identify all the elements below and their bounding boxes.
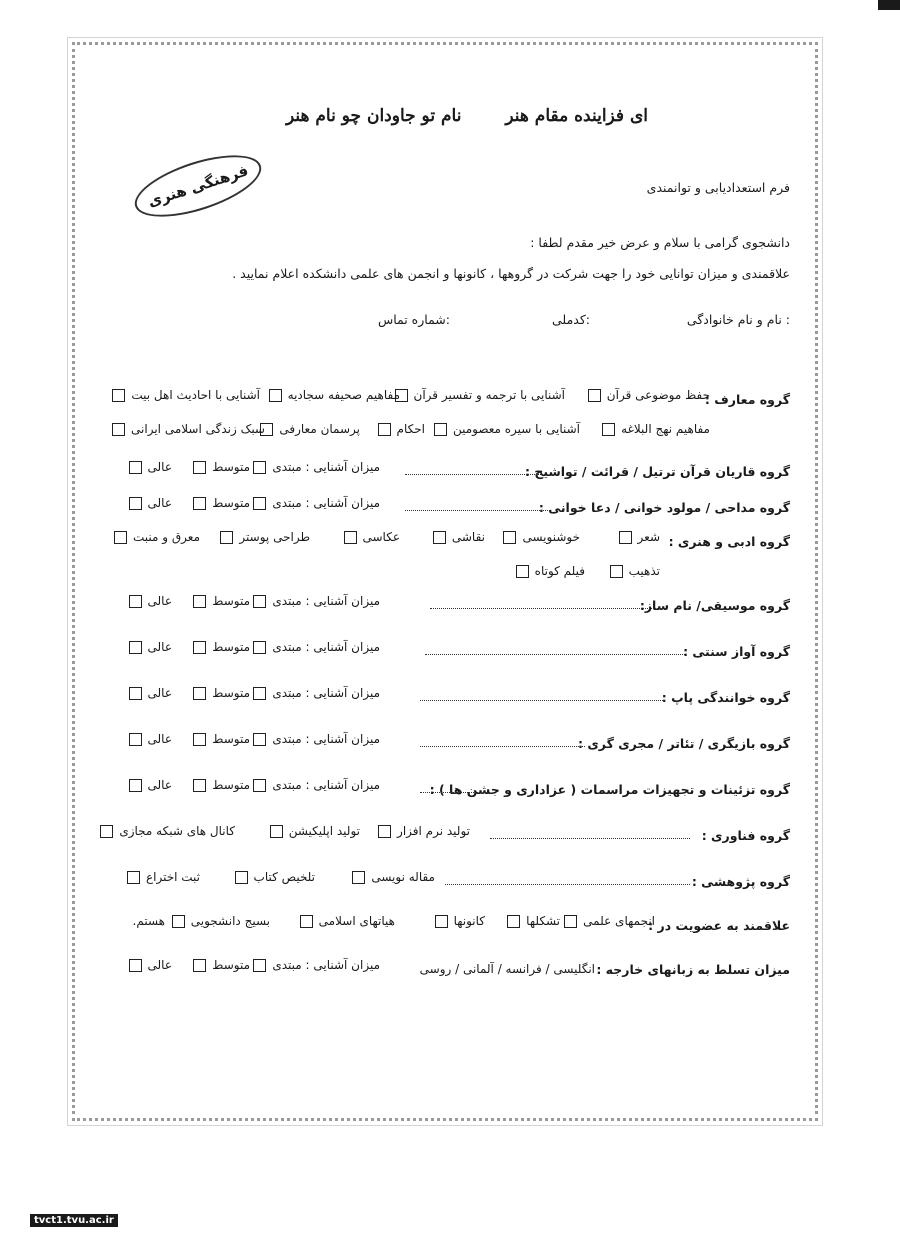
scan-corner-mark: [878, 0, 900, 10]
greeting: دانشجوی گرامی با سلام و عرض خیر مقدم لطفا :: [530, 235, 790, 250]
checkbox[interactable]: [253, 959, 266, 972]
checkbox[interactable]: [602, 423, 615, 436]
checkbox[interactable]: [193, 687, 206, 700]
checkbox[interactable]: [253, 595, 266, 608]
opt-ahkam[interactable]: احکام: [378, 422, 425, 436]
checkbox[interactable]: [193, 461, 206, 474]
dotted-line: [420, 692, 665, 701]
opt-kanoon[interactable]: کانونها: [435, 914, 485, 928]
checkbox[interactable]: [193, 779, 206, 792]
checkbox[interactable]: [129, 461, 142, 474]
level-mid[interactable]: متوسط: [193, 958, 250, 972]
title-left: نام تو جاودان چو نام هنر: [286, 106, 462, 126]
tech-label: گروه فناوری :: [701, 828, 790, 843]
checkbox[interactable]: [253, 497, 266, 510]
adabi-label: گروه ادبی و هنری :: [668, 534, 790, 549]
phone-field[interactable]: شماره تماس:: [377, 312, 450, 327]
language-row: [110, 958, 790, 980]
checkbox[interactable]: [129, 497, 142, 510]
opt-channels[interactable]: کانال های شبکه مجازی: [100, 824, 235, 838]
dotted-line: [425, 646, 685, 655]
dotted-line: [445, 876, 690, 885]
adabi-row-1: [110, 530, 790, 552]
checkbox[interactable]: [193, 641, 206, 654]
opt-tarjome[interactable]: آشنایی با ترجمه و تفسیر قرآن: [395, 388, 565, 402]
language-list: انگلیسی / فرانسه / آلمانی / روسی: [419, 962, 595, 976]
checkbox[interactable]: [270, 825, 283, 838]
maaref-label: گروه معارف :: [704, 392, 790, 407]
opt-akasi[interactable]: عکاسی: [344, 530, 401, 544]
checkbox[interactable]: [253, 733, 266, 746]
opt-tazhib[interactable]: تذهیب: [610, 564, 660, 578]
research-label: گروه پژوهشی :: [691, 874, 790, 889]
membership-suffix: هستم.: [132, 914, 165, 928]
level-mid[interactable]: متوسط: [193, 732, 250, 746]
level-mid[interactable]: متوسط: [193, 640, 250, 654]
adabi-row-2: [110, 564, 790, 586]
opt-sire[interactable]: آشنایی با سیره معصومین: [434, 422, 580, 436]
checkbox[interactable]: [129, 641, 142, 654]
quran-row: [110, 460, 790, 482]
opt-anjoman[interactable]: انجمهای علمی: [564, 914, 655, 928]
instruction: علاقمندی و میزان توانایی خود را جهت شرکت در گروهها ، کانونها و انجمن های علمی دانشکده اعلام نمایید .: [232, 266, 790, 281]
opt-porseman[interactable]: پرسمان معارفی: [260, 422, 360, 436]
level-basic[interactable]: میزان آشنایی : مبتدی: [253, 732, 380, 746]
opt-software[interactable]: تولید نرم افزار: [378, 824, 470, 838]
level-basic[interactable]: میزان آشنایی : مبتدی: [253, 640, 380, 654]
opt-tashakkol[interactable]: تشکلها: [507, 914, 560, 928]
avaz-row: [110, 640, 790, 662]
level-basic[interactable]: میزان آشنایی : مبتدی: [253, 496, 380, 510]
level-basic[interactable]: میزان آشنایی : مبتدی: [253, 958, 380, 972]
opt-summary[interactable]: تلخیص کتاب: [235, 870, 315, 884]
opt-sahife[interactable]: مفاهیم صحیفه سجادیه: [269, 388, 400, 402]
level-high[interactable]: عالی: [129, 460, 172, 474]
checkbox[interactable]: [253, 687, 266, 700]
checkbox[interactable]: [378, 825, 391, 838]
opt-heyat[interactable]: هیاتهای اسلامی: [300, 914, 395, 928]
checkbox[interactable]: [588, 389, 601, 402]
checkbox[interactable]: [378, 423, 391, 436]
research-row: [110, 870, 790, 892]
checkbox[interactable]: [503, 531, 516, 544]
checkbox[interactable]: [564, 915, 577, 928]
checkbox[interactable]: [433, 531, 446, 544]
checkbox[interactable]: [129, 687, 142, 700]
maddahi-label: گروه مداحی / مولود خوانی / دعا خوانی :: [538, 500, 790, 515]
opt-nahj[interactable]: مفاهیم نهج البلاغه: [602, 422, 710, 436]
title-right: ای فزاینده مقام هنر: [505, 106, 648, 126]
checkbox[interactable]: [253, 779, 266, 792]
checkbox[interactable]: [129, 733, 142, 746]
checkbox[interactable]: [193, 733, 206, 746]
dotted-line: [420, 784, 490, 793]
level-high[interactable]: عالی: [129, 640, 172, 654]
level-basic[interactable]: میزان آشنایی : مبتدی: [253, 778, 380, 792]
opt-app[interactable]: تولید اپلیکیشن: [270, 824, 360, 838]
form-name: فرم استعدادیابی و توانمندی: [646, 180, 790, 195]
opt-khoshnevisi[interactable]: خوشنویسی: [503, 530, 580, 544]
music-label: گروه موسیقی/ نام ساز:: [639, 598, 790, 613]
checkbox[interactable]: [253, 461, 266, 474]
level-high[interactable]: عالی: [129, 732, 172, 746]
opt-ahadis[interactable]: آشنایی با احادیث اهل بیت: [112, 388, 260, 402]
language-label: میزان تسلط به زبانهای خارجه :: [596, 962, 790, 977]
footer-url: tvct1.tvu.ac.ir: [30, 1214, 118, 1227]
checkbox[interactable]: [352, 871, 365, 884]
tech-row: [110, 824, 790, 846]
checkbox[interactable]: [435, 915, 448, 928]
checkbox[interactable]: [610, 565, 623, 578]
checkbox[interactable]: [344, 531, 357, 544]
stamp: فرهنگی هنری: [128, 143, 268, 229]
dotted-line: [490, 830, 690, 839]
opt-film[interactable]: فیلم کوتاه: [516, 564, 585, 578]
checkbox[interactable]: [100, 825, 113, 838]
avaz-label: گروه آواز سنتی :: [683, 644, 790, 659]
membership-row: [110, 914, 790, 936]
checkbox[interactable]: [114, 531, 127, 544]
checkbox[interactable]: [253, 641, 266, 654]
checkbox[interactable]: [129, 959, 142, 972]
opt-naghashi[interactable]: نقاشی: [433, 530, 485, 544]
checkbox[interactable]: [172, 915, 185, 928]
opt-poster[interactable]: طراحی پوستر: [220, 530, 310, 544]
level-basic[interactable]: میزان آشنایی : مبتدی: [253, 460, 380, 474]
maaref-row-1: [110, 388, 790, 410]
checkbox[interactable]: [129, 595, 142, 608]
opt-hefz[interactable]: حفظ موضوعی قرآن: [588, 388, 710, 402]
opt-basij[interactable]: بسیج دانشجویی: [172, 914, 270, 928]
level-basic[interactable]: میزان آشنایی : مبتدی: [253, 594, 380, 608]
checkbox[interactable]: [127, 871, 140, 884]
maddahi-row: [110, 496, 790, 518]
decor-label: گروه تزئینات و تجهیزات مراسمات ( عزاداری و جشن ها ) :: [429, 782, 790, 797]
level-high[interactable]: عالی: [129, 686, 172, 700]
code-field[interactable]: کدملی:: [552, 312, 590, 327]
dotted-line: [405, 502, 550, 511]
opt-sher[interactable]: شعر: [619, 530, 660, 544]
level-high[interactable]: عالی: [129, 594, 172, 608]
dotted-line: [405, 466, 545, 475]
level-mid[interactable]: متوسط: [193, 496, 250, 510]
level-mid[interactable]: متوسط: [193, 778, 250, 792]
checkbox[interactable]: [507, 915, 520, 928]
opt-sabk[interactable]: سبک زندگی اسلامی ایرانی: [112, 422, 265, 436]
checkbox[interactable]: [112, 389, 125, 402]
checkbox[interactable]: [193, 595, 206, 608]
checkbox[interactable]: [619, 531, 632, 544]
level-mid[interactable]: متوسط: [193, 686, 250, 700]
checkbox[interactable]: [112, 423, 125, 436]
level-mid[interactable]: متوسط: [193, 594, 250, 608]
theatre-label: گروه بازیگری / تئاتر / مجری گری :: [577, 736, 790, 751]
checkbox[interactable]: [129, 779, 142, 792]
theatre-row: [110, 732, 790, 754]
maaref-row-2: [110, 422, 790, 444]
checkbox[interactable]: [300, 915, 313, 928]
opt-invention[interactable]: ثبت اختراع: [127, 870, 200, 884]
level-high[interactable]: عالی: [129, 778, 172, 792]
name-field[interactable]: نام و نام خانوادگی :: [686, 312, 790, 327]
membership-label: علاقمند به عضویت در :: [648, 918, 790, 933]
quran-label: گروه قاریان قرآن ترتیل / قرائت / تواشیح :: [525, 464, 790, 479]
personal-fields: [340, 312, 790, 332]
music-row: [110, 594, 790, 616]
checkbox[interactable]: [434, 423, 447, 436]
level-high[interactable]: عالی: [129, 496, 172, 510]
checkbox[interactable]: [269, 389, 282, 402]
checkbox[interactable]: [220, 531, 233, 544]
opt-article[interactable]: مقاله نویسی: [352, 870, 435, 884]
pop-row: [110, 686, 790, 708]
checkbox[interactable]: [516, 565, 529, 578]
level-high[interactable]: عالی: [129, 958, 172, 972]
checkbox[interactable]: [235, 871, 248, 884]
level-basic[interactable]: میزان آشنایی : مبتدی: [253, 686, 380, 700]
opt-moarragh[interactable]: معرق و منبت: [114, 530, 200, 544]
level-mid[interactable]: متوسط: [193, 460, 250, 474]
pop-label: گروه خوانندگی پاپ :: [661, 690, 790, 705]
dotted-line: [430, 600, 660, 609]
checkbox[interactable]: [193, 497, 206, 510]
dotted-line: [420, 738, 585, 747]
decor-row: [110, 778, 790, 800]
checkbox[interactable]: [193, 959, 206, 972]
